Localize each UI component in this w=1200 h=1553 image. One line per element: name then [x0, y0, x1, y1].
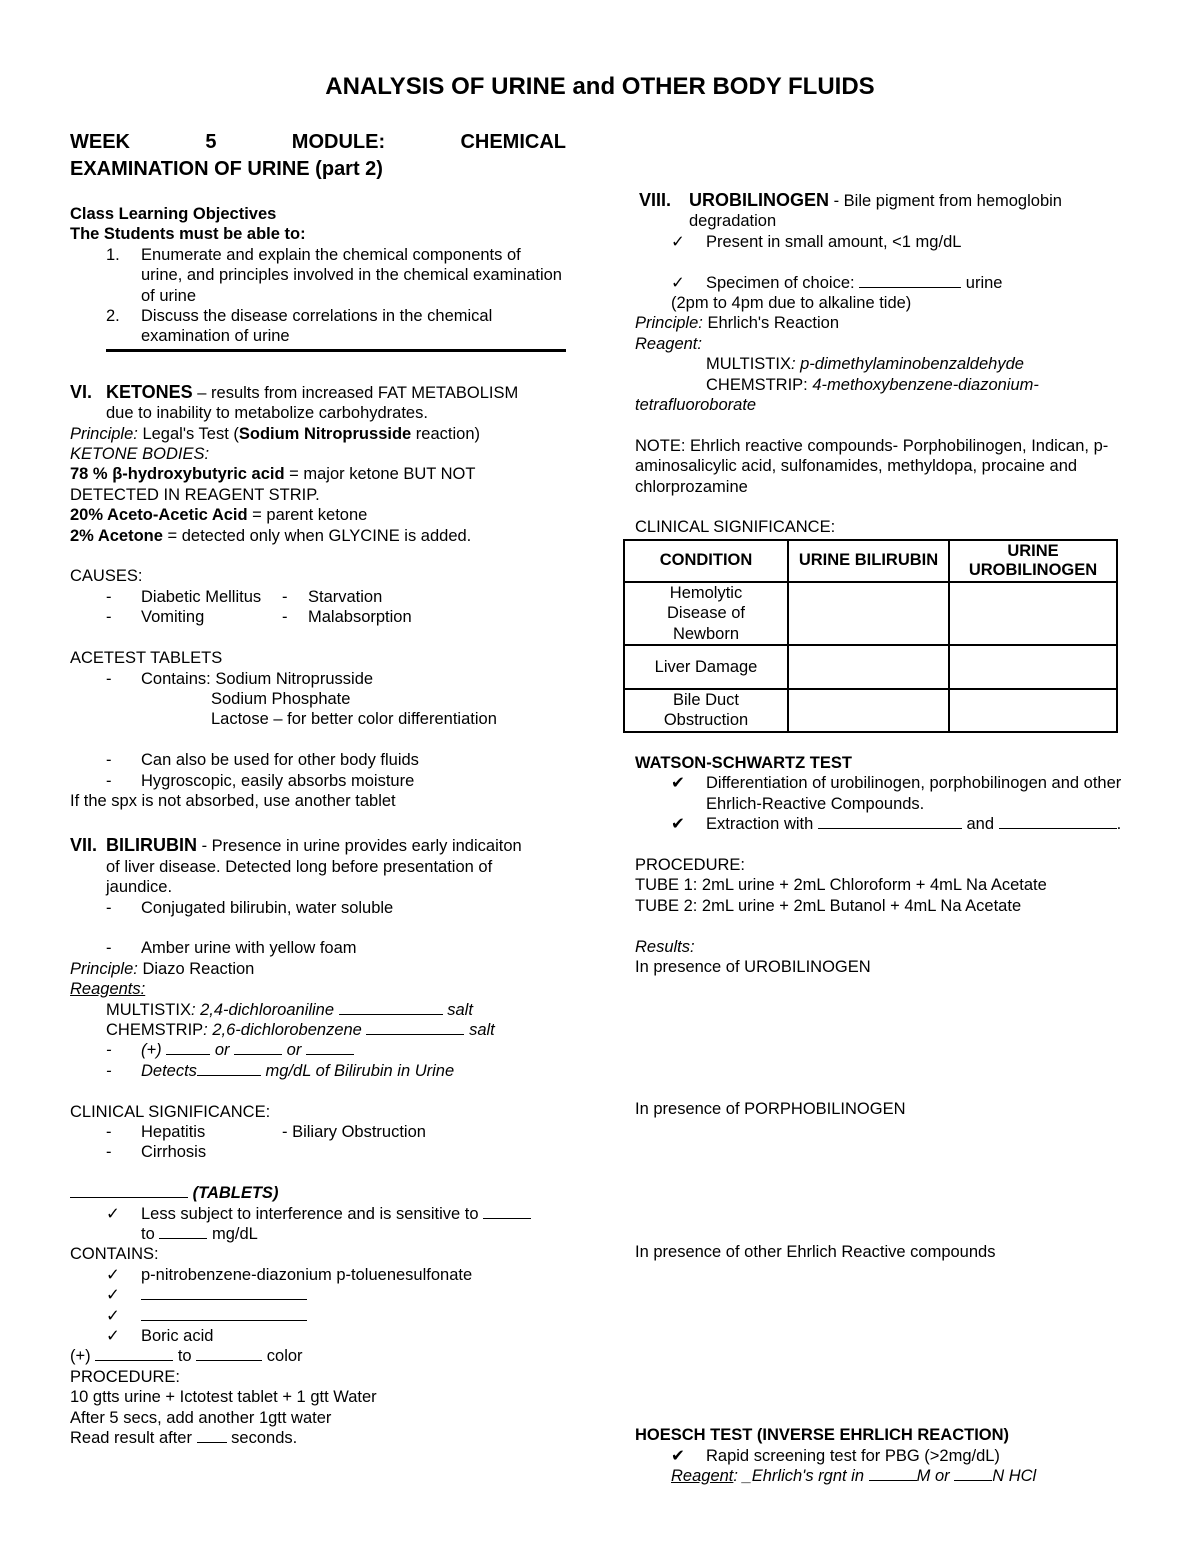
check-icon: ✓ [106, 1306, 120, 1325]
ketones-roman: VI. [70, 381, 93, 402]
clinical-item: Hepatitis [141, 1122, 206, 1141]
dash-bullet: - [106, 1143, 112, 1162]
acetest-item: Lactose – for better color differentiation [211, 710, 497, 729]
result-or: or [214, 1041, 230, 1060]
procedure-label: PROCEDURE: [70, 1367, 181, 1386]
check-icon: ✓ [106, 1327, 120, 1346]
page-title: ANALYSIS OF URINE and OTHER BODY FLUIDS [325, 73, 875, 100]
principle-label: Principle: [70, 959, 138, 978]
contains-item [70, 1306, 566, 1326]
bilirubin-word: BILIRUBIN [106, 835, 197, 856]
watson-point-text: Differentiation of urobilinogen, porphobilinogen and other Ehrlich-Reactive Compounds. [706, 774, 1122, 813]
dash-bullet: - [106, 771, 112, 790]
reagent-multistix [635, 354, 1125, 374]
causes-label: CAUSES: [70, 567, 143, 586]
left-column [70, 129, 566, 1448]
bilirubin-desc: - Presence in urine provides early indicaiton [197, 837, 522, 856]
reagent-detects [70, 1061, 566, 1081]
objectives-heading: Class Learning Objectives [70, 205, 277, 223]
check-icon: ✓ [106, 1204, 120, 1223]
tablets-label: (TABLETS) [192, 1184, 279, 1203]
clinical-item: Cirrhosis [141, 1143, 207, 1162]
hoesch-reagent-text: N HCl [992, 1466, 1037, 1485]
result-or: or [286, 1041, 302, 1060]
watson-point [635, 773, 1125, 814]
tablets-text: to [141, 1225, 155, 1243]
specimen-text: urine [965, 273, 1003, 292]
contains-item [70, 1326, 566, 1346]
contains-label: Contains: [141, 669, 211, 688]
watson-text: Extraction with [706, 815, 814, 834]
ketones-desc-2: due to inability to metabolize carbohydrates. [106, 404, 428, 423]
clinical-row [70, 1122, 566, 1142]
fill-blank [999, 814, 1117, 829]
detects-text: mg/dL of Bilirubin in Urine [265, 1061, 455, 1080]
urobilinogen-point-text: Present in small amount, <1 mg/dL [706, 232, 962, 251]
week-heading [70, 129, 566, 183]
ehrlich-note: NOTE: Ehrlich reactive compounds- Porphobilinogen, Indican, p-aminosalicylic acid, sulfonamides, methyldopa, procaine and chlorprozamine [635, 436, 1109, 496]
urobilinogen-point [635, 273, 1125, 293]
fill-blank [859, 273, 961, 288]
fill-blank [483, 1204, 531, 1219]
contains-text: p-nitrobenzene-diazonium p-toluenesulfonate [141, 1265, 473, 1284]
table-cell-empty [788, 645, 949, 689]
watson-text: . [1116, 815, 1122, 834]
ketone-body-3 [70, 526, 566, 546]
ketone-body-name: 78 % β-hydroxybutyric acid [70, 465, 285, 484]
clinical-significance-label: CLINICAL SIGNIFICANCE: [70, 1102, 271, 1121]
cause-item: Malabsorption [308, 608, 412, 627]
table-cell-empty [788, 689, 949, 732]
procedure-tube-2: TUBE 2: 2mL urine + 2mL Butanol + 4mL Na Acetate [635, 896, 1022, 915]
reagent-chem: : 2,6-dichlorobenzene [203, 1020, 362, 1039]
cause-item: Vomiting [141, 608, 205, 627]
procedure-text: seconds. [231, 1429, 298, 1448]
dash-bullet: - [106, 1122, 112, 1141]
table-cell-condition: Bile Duct Obstruction [624, 689, 788, 732]
hoesch-reagent-text: : _Ehrlich's rgnt in [733, 1466, 865, 1485]
hoesch-reagent [635, 1466, 1125, 1486]
ketone-body-1-cont: DETECTED IN REAGENT STRIP. [70, 485, 320, 504]
table-row [624, 645, 1117, 689]
dash-bullet: - [106, 751, 112, 770]
week-number: 5 [205, 131, 217, 153]
table-cell-condition: Liver Damage [624, 645, 788, 689]
cause-row [70, 607, 566, 627]
bilirubin-point-text: Amber urine with yellow foam [141, 939, 357, 958]
bilirubin-desc-3: jaundice. [106, 878, 173, 897]
dash-bullet: - [106, 939, 112, 958]
objective-text: Discuss the disease correlations in the chemical examination of urine [141, 307, 493, 346]
tablets-heading [70, 1183, 566, 1203]
procedure-tube-1: TUBE 1: 2mL urine + 2mL Chloroform + 4mL Na Acetate [635, 876, 1047, 895]
principle-label: Principle: [70, 424, 138, 443]
fill-blank [339, 1000, 443, 1015]
tablets-text: Less subject to interference and is sensitive to [141, 1204, 479, 1223]
acetest-item: Sodium Phosphate [211, 689, 351, 708]
ketone-body-name: 2% Acetone [70, 526, 163, 545]
check-icon: ✔ [671, 815, 685, 834]
bilirubin-roman: VII. [70, 835, 98, 856]
dash-bullet: - [106, 669, 112, 688]
acetest-note-text: Can also be used for other body fluids [141, 751, 419, 770]
color-change [70, 1346, 566, 1366]
table-cell-condition: Hemolytic Disease of Newborn [624, 582, 788, 645]
reagent-chemstrip [70, 1020, 566, 1040]
watson-schwartz-title: WATSON-SCHWARTZ TEST [635, 753, 852, 772]
ketones-word: KETONES [106, 381, 193, 402]
ketones-desc: – results from increased FAT METABOLISM [192, 383, 519, 402]
check-icon: ✓ [671, 273, 685, 292]
color-to: to [177, 1347, 192, 1366]
results-label: Results: [635, 937, 695, 956]
hoesch-point [635, 1446, 1125, 1466]
reagent-multistix [70, 1000, 566, 1020]
color-plus: (+) [70, 1347, 91, 1366]
clinical-significance-label: CLINICAL SIGNIFICANCE: [635, 518, 836, 537]
reagent-chem: : p-dimethylaminobenzaldehyde [790, 355, 1024, 374]
fill-blank [234, 1040, 282, 1055]
table-header: URINE UROBILINOGEN [949, 540, 1117, 582]
dash-bullet: - [106, 608, 112, 627]
fill-blank [141, 1285, 307, 1300]
ketones-principle [70, 424, 566, 444]
table-header: CONDITION [624, 540, 788, 582]
objective-number: 2. [106, 307, 120, 326]
principle-text: Diazo Reaction [137, 959, 255, 978]
fill-blank [197, 1061, 261, 1076]
dash-bullet: - [282, 608, 288, 627]
fill-blank [954, 1466, 992, 1481]
hoesch-point-text: Rapid screening test for PBG (>2mg/dL) [706, 1446, 1000, 1465]
reagent-chem: 4-methoxybenzene-diazonium- [807, 375, 1039, 394]
urobilinogen-roman: VIII. [639, 190, 672, 210]
objectives-sub: The Students must be able to: [70, 225, 306, 244]
fill-blank [869, 1466, 917, 1481]
tablets-text: mg/dL [211, 1225, 258, 1243]
fill-blank [166, 1040, 210, 1055]
table-cell-empty [949, 582, 1117, 645]
reagent-label: Reagent [671, 1466, 734, 1485]
specimen-note: (2pm to 4pm due to alkaline tide) [671, 294, 912, 313]
acetest-note [70, 750, 566, 770]
ketone-bodies-label: KETONE BODIES: [70, 445, 210, 464]
urobilinogen-desc: - Bile pigment from hemoglobin [829, 192, 1062, 210]
table-cell-empty [949, 645, 1117, 689]
week-chemical: CHEMICAL [460, 131, 566, 153]
ketone-body-name: 20% Aceto-Acetic Acid [70, 506, 248, 525]
urobilinogen-heading [639, 190, 1125, 211]
reagent-result [70, 1040, 566, 1060]
watson-point [635, 814, 1125, 834]
urobilinogen-desc-2: degradation [689, 212, 777, 231]
reagent-salt: salt [469, 1020, 495, 1039]
fill-blank [141, 1306, 307, 1321]
result-other-ehrlich: In presence of other Ehrlich Reactive compounds [635, 1242, 996, 1261]
reagent-label: Reagent: [635, 334, 702, 353]
ketones-heading [70, 382, 566, 403]
table-row [624, 689, 1117, 732]
reagent-brand: CHEMSTRIP [106, 1020, 204, 1039]
reagents-label: Reagents: [70, 980, 146, 999]
dash-bullet: - [106, 1061, 112, 1080]
week-word: WEEK [70, 131, 130, 153]
ketone-body-2 [70, 505, 566, 525]
reagent-brand: CHEMSTRIP: [706, 375, 808, 394]
procedure-step: After 5 secs, add another 1gtt water [70, 1408, 332, 1427]
acetest-label: ACETEST TABLETS [70, 649, 223, 668]
fill-blank [818, 814, 962, 829]
ketone-body-1 [70, 464, 566, 484]
fill-blank [366, 1020, 464, 1035]
dash-bullet: - [106, 898, 112, 917]
objectives-list [70, 245, 566, 347]
reagent-chem: : 2,4-dichloroaniline [190, 1000, 335, 1019]
fill-blank [196, 1346, 262, 1361]
clinical-item: - Biliary Obstruction [282, 1122, 426, 1141]
reagent-salt: salt [447, 1000, 473, 1019]
objective-item [70, 245, 566, 306]
tablets-point [70, 1204, 566, 1245]
contains-text: Boric acid [141, 1327, 214, 1346]
cause-item: Diabetic Mellitus [141, 587, 262, 606]
bilirubin-point [70, 938, 566, 958]
right-column [635, 190, 1125, 1486]
dash-bullet: - [282, 587, 288, 606]
fill-blank [306, 1040, 354, 1055]
clinical-row [70, 1142, 566, 1162]
ketone-body-desc: = parent ketone [247, 506, 368, 525]
urobilinogen-principle [635, 313, 1125, 333]
table-header-row [624, 540, 1117, 582]
principle-text: Legal's Test ( [137, 424, 239, 443]
objective-item [70, 306, 566, 347]
bilirubin-point-text: Conjugated bilirubin, water soluble [141, 898, 394, 917]
hoesch-test-title: HOESCH TEST (INVERSE EHRLICH REACTION) [635, 1426, 1010, 1445]
week-line2: EXAMINATION OF URINE (part 2) [70, 158, 383, 180]
cause-row [70, 587, 566, 607]
objective-text: Enumerate and explain the chemical components of urine, and principles involved in the chemical examination of urine [141, 245, 562, 305]
watson-text: and [966, 815, 995, 834]
fill-blank [159, 1224, 207, 1239]
ketone-body-desc: = major ketone BUT NOT [284, 465, 476, 484]
reagent-chem-cont: tetrafluoroborate [635, 396, 757, 415]
fill-blank [197, 1428, 227, 1443]
ketone-body-desc: = detected only when GLYCINE is added. [162, 526, 472, 545]
contains-item [70, 1285, 566, 1305]
fill-blank [95, 1346, 173, 1361]
cause-item: Starvation [308, 587, 383, 606]
fill-blank [70, 1183, 188, 1198]
principle-bold: Sodium Nitroprusside [238, 424, 412, 443]
acetest-note-text: If the spx is not absorbed, use another tablet [70, 791, 396, 810]
contains-label: CONTAINS: [70, 1245, 159, 1264]
procedure-label: PROCEDURE: [635, 855, 746, 874]
bilirubin-desc-2: of liver disease. Detected long before presentation of [106, 857, 493, 876]
objective-number: 1. [106, 245, 120, 264]
urobilinogen-word: UROBILINOGEN [689, 190, 830, 210]
procedure-text: Read result after [70, 1429, 192, 1448]
bilirubin-principle [70, 959, 566, 979]
check-icon: ✔ [671, 774, 685, 793]
hoesch-reagent-text: M or [916, 1466, 950, 1485]
reagent-brand: MULTISTIX [706, 355, 791, 374]
result-porphobilinogen: In presence of PORPHOBILINOGEN [635, 1100, 906, 1119]
result-urobilinogen: In presence of UROBILINOGEN [635, 957, 871, 976]
table-cell-empty [788, 582, 949, 645]
bilirubin-point [70, 898, 566, 918]
check-icon: ✔ [671, 1446, 685, 1465]
acetest-item: Sodium Nitroprusside [215, 669, 374, 688]
check-icon: ✓ [671, 232, 685, 251]
contains-item [70, 1265, 566, 1285]
dash-bullet: - [106, 1041, 112, 1060]
acetest-note-text: Hygroscopic, easily absorbs moisture [141, 771, 415, 790]
principle-text: Ehrlich's Reaction [702, 314, 839, 333]
procedure-step [70, 1428, 566, 1448]
table-row [624, 582, 1117, 645]
check-icon: ✓ [106, 1286, 120, 1305]
urobilinogen-point [635, 232, 1125, 252]
bilirubin-heading [70, 835, 566, 856]
table-cell-empty [949, 689, 1117, 732]
acetest-note [70, 771, 566, 791]
table-header: URINE BILIRUBIN [788, 540, 949, 582]
reagent-chemstrip [635, 375, 1125, 395]
procedure-step: 10 gtts urine + Ictotest tablet + 1 gtt Water [70, 1388, 377, 1407]
result-plus: (+) [141, 1041, 162, 1060]
specimen-text: Specimen of choice: [706, 273, 855, 292]
week-module: MODULE: [291, 131, 386, 153]
principle-label: Principle: [635, 314, 703, 333]
principle-text: reaction) [411, 424, 480, 443]
dash-bullet: - [106, 587, 112, 606]
detects-text: Detects [141, 1061, 197, 1080]
clinical-significance-table [623, 539, 1118, 733]
acetest-contains [70, 669, 566, 689]
check-icon: ✓ [106, 1265, 120, 1284]
reagent-brand: MULTISTIX [106, 1000, 191, 1019]
color-word: color [266, 1347, 303, 1366]
